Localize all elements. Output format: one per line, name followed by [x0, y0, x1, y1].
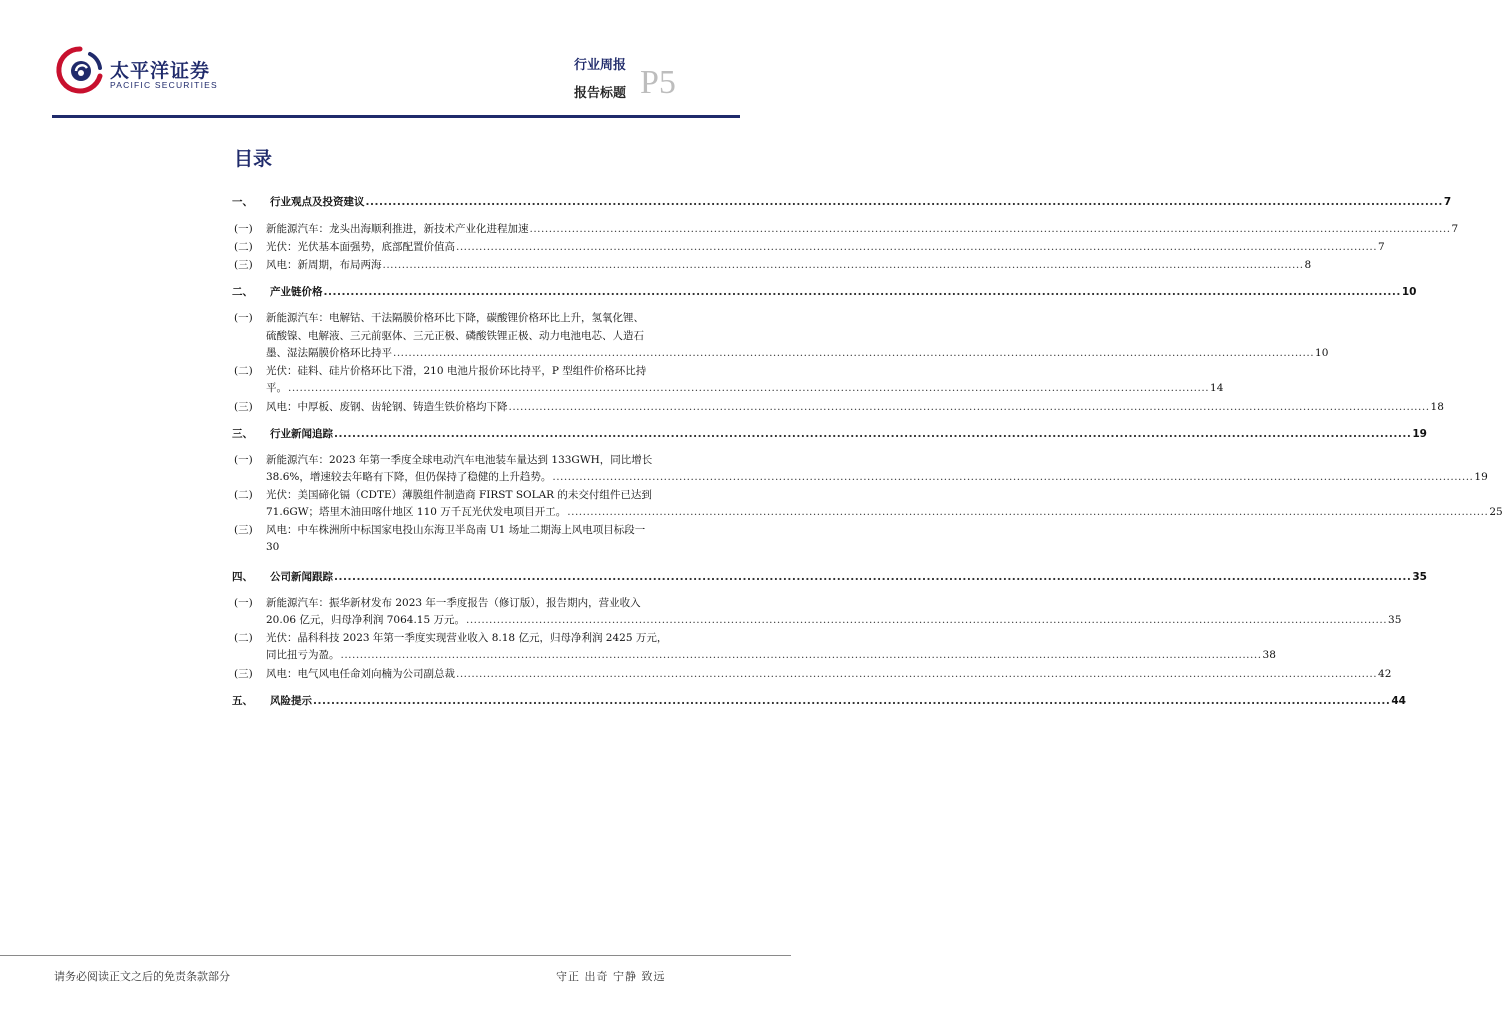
toc-subsection-number: (一): [234, 453, 253, 466]
toc-subsection-2-1[interactable]: [232, 310, 1329, 363]
toc-subsection-number: (三): [234, 400, 253, 413]
page-number: P5: [640, 64, 676, 101]
report-type: 行业周报: [574, 58, 627, 73]
toc-page-number: 44: [1391, 694, 1406, 707]
toc-subsection-text-line: 同比扭亏为盈。: [266, 649, 340, 661]
toc-subsection-1-1[interactable]: [232, 220, 1459, 238]
toc-section-5[interactable]: [232, 689, 1406, 713]
toc-leader: [393, 345, 1314, 363]
toc-subsection-title: 风电：新周期，布局两海: [266, 259, 382, 271]
toc-page-number: 14: [1210, 382, 1224, 394]
toc-subsection-title: 风电：电气风电任命刘向楠为公司副总裁: [266, 667, 455, 680]
toc-section-title: 产业链价格: [270, 286, 323, 298]
toc-section-number: 五、: [232, 694, 253, 707]
toc-subsection-text-line: 墨、湿法隔膜价格环比持平: [266, 347, 392, 359]
header-divider: [52, 115, 740, 118]
toc-leader: [456, 665, 1377, 683]
toc-subsection-number: (一): [234, 596, 253, 609]
toc-subsection-3-2[interactable]: [232, 487, 1503, 522]
toc-section-title: 公司新闻跟踪: [270, 570, 333, 583]
toc-page-number: 42: [1378, 667, 1392, 680]
toc-subsection-number: (三): [234, 523, 253, 536]
toc-subsection-text-line: 光伏：美国碲化镉（CDTE）薄膜组件制造商 FIRST SOLAR 的未交付组件已达到: [266, 488, 652, 501]
toc-page-number: 10: [1315, 347, 1329, 359]
toc-section-2[interactable]: [232, 280, 1417, 304]
toc-subsection-2-2[interactable]: [232, 363, 1224, 398]
toc-leader: [456, 238, 1377, 256]
toc-section-4[interactable]: [232, 565, 1427, 589]
toc-leader: [366, 190, 1443, 214]
toc-subsection-1-2[interactable]: [232, 238, 1385, 256]
toc-subsection-number: (三): [234, 259, 253, 271]
toc-subsection-number: (三): [234, 667, 253, 680]
toc-subsection-1-3[interactable]: [232, 256, 1312, 274]
toc-leader: [313, 689, 1390, 713]
toc-subsection-number: (二): [234, 631, 253, 644]
toc-subsection-3-3[interactable]: [232, 522, 708, 557]
toc-page-number: 7: [1451, 223, 1459, 235]
toc-subsection-text-line: 新能源汽车：振华新材发布 2023 年一季度报告（修订版），报告期内，营业收入: [266, 596, 641, 609]
toc-subsection-4-3[interactable]: [232, 665, 1392, 683]
toc-subsection-2-3[interactable]: [232, 398, 1444, 416]
toc-page-number: 8: [1304, 259, 1312, 271]
toc-subsection-text-line: 20.06 亿元，归母净利润 7064.15 万元。: [266, 614, 465, 626]
toc-leader: [552, 469, 1473, 487]
toc-page-number: 25: [1489, 506, 1503, 518]
toc-subsection-4-2[interactable]: [232, 630, 1276, 665]
toc-section-title: 行业观点及投资建议: [270, 196, 365, 208]
toc-subsection-text-line: 平。: [266, 382, 287, 394]
pacific-securities-logo-icon: [56, 46, 104, 94]
toc-subsection-number: (二): [234, 488, 253, 501]
toc-subsection-text-line: 光伏：晶科科技 2023 年第一季度实现营业收入 8.18 亿元，归母净利润 2425 万元，: [266, 631, 668, 644]
toc-subsection-title: 风电：中厚板、废钢、齿轮钢、铸造生铁价格均下降: [266, 400, 508, 413]
brand-name-cn: 太平洋证券: [110, 60, 211, 82]
toc-page-number: 30: [266, 541, 280, 553]
page-header: [0, 0, 791, 120]
footer-motto: 守正 出奇 宁静 致远: [556, 970, 666, 983]
toc-leader: [288, 380, 1209, 398]
toc-section-number: 三、: [232, 427, 253, 440]
footer-divider: [0, 955, 791, 956]
toc-page-number: 35: [1388, 614, 1402, 626]
report-title: 报告标题: [574, 86, 627, 101]
toc-leader: [530, 220, 1451, 238]
footer-disclaimer: 请务必阅读正文之后的免责条款部分: [54, 970, 230, 983]
toc-subsection-3-1[interactable]: [232, 452, 1488, 487]
toc-section-number: 一、: [232, 196, 253, 208]
toc-leader: [383, 256, 1304, 274]
toc-page-number: 7: [1443, 196, 1452, 208]
toc-leader: [567, 504, 1488, 522]
table-of-contents: [232, 190, 1503, 713]
brand-name-en: PACIFIC SECURITIES: [110, 80, 218, 90]
toc-leader: [334, 422, 1411, 446]
toc-subsection-title: 光伏：光伏基本面强势，底部配置价值高: [266, 241, 455, 253]
toc-page-number: 7: [1378, 241, 1385, 253]
toc-subsection-text-line: 光伏：硅料、硅片价格环比下滑，210 电池片报价环比持平，P 型组件价格环比持: [266, 364, 647, 377]
toc-subsection-number: (一): [234, 312, 253, 324]
toc-page-number: 35: [1412, 570, 1427, 583]
toc-section-title: 行业新闻追踪: [270, 427, 333, 440]
toc-subsection-text-line: 新能源汽车：电解钴、干法隔膜价格环比下降，碳酸锂价格环比上升，氢氧化锂、: [266, 312, 644, 324]
toc-section-number: 二、: [232, 286, 253, 298]
toc-page-number: 38: [1262, 649, 1276, 661]
toc-subsection-4-1[interactable]: [232, 595, 1402, 630]
toc-page-number: 18: [1430, 400, 1444, 413]
toc-subsection-title: 新能源汽车：龙头出海顺利推进，新技术产业化进程加速: [266, 223, 529, 235]
toc-page-number: 19: [1474, 471, 1488, 483]
toc-heading: 目录: [234, 148, 273, 170]
toc-subsection-number: (二): [234, 241, 253, 253]
toc-section-3[interactable]: [232, 422, 1427, 446]
toc-subsection-text-line: 71.6GW；塔里木油田喀什地区 110 万千瓦光伏发电项目开工。: [266, 506, 567, 518]
toc-subsection-text-line: 38.6%，增速较去年略有下降，但仍保持了稳健的上升趋势。: [266, 471, 552, 483]
toc-leader: [334, 565, 1411, 589]
toc-page-number: 19: [1412, 427, 1427, 440]
toc-subsection-text-line: 新能源汽车：2023 年第一季度全球电动汽车电池装车量达到 133GWH，同比增长: [266, 453, 653, 466]
toc-leader: [324, 280, 1401, 304]
toc-section-number: 四、: [232, 570, 253, 583]
toc-leader: [341, 647, 1262, 665]
toc-subsection-text-line: 硫酸镍、电解液、三元前驱体、三元正极、磷酸铁锂正极、动力电池电芯、人造石: [266, 329, 644, 342]
toc-section-1[interactable]: [232, 190, 1452, 214]
toc-leader: [509, 398, 1430, 416]
toc-leader: [466, 612, 1387, 630]
toc-subsection-text-line: 风电：中车株洲所中标国家电投山东海卫半岛南 U1 场址二期海上风电项目标段一: [266, 523, 646, 536]
toc-subsection-number: (二): [234, 364, 253, 377]
toc-section-title: 风险提示: [270, 694, 312, 707]
toc-subsection-number: (一): [234, 223, 253, 235]
toc-page-number: 10: [1401, 286, 1417, 298]
